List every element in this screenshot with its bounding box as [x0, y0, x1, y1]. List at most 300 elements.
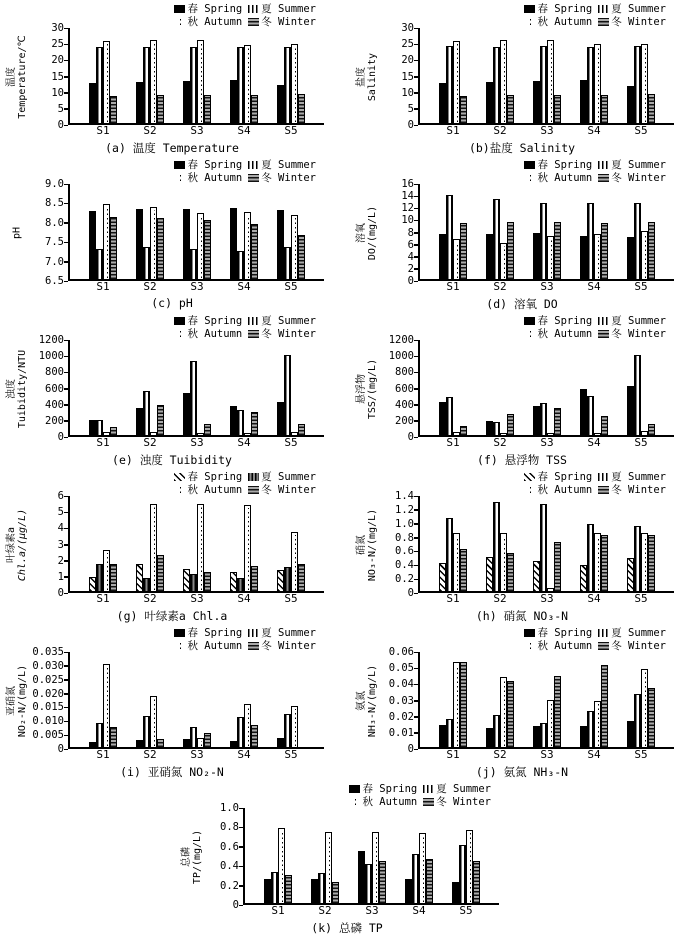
y-tick-labels: [382, 490, 418, 599]
x-tick-label: S1: [446, 124, 460, 137]
legend-swatch-icon: [174, 642, 185, 650]
bar: [446, 195, 453, 279]
subplot-caption: (b)盐度 Salinity: [468, 141, 576, 155]
category-group-S3: [533, 28, 561, 137]
y-axis-label-text: [356, 52, 378, 100]
category-group-S4: [580, 496, 608, 605]
legend-swatch-icon: [248, 473, 259, 481]
legend-label: 春 Spring: [362, 783, 418, 796]
legend-swatch-icon: [248, 18, 259, 26]
bar: [634, 46, 641, 123]
bar: [459, 845, 466, 903]
legend-item-dots: [174, 484, 242, 497]
bar: [298, 235, 305, 279]
plot-row: [352, 490, 674, 605]
y-tick-label: 8.0: [45, 216, 64, 229]
legend-label: 夏 Summer: [611, 471, 666, 484]
x-tick-label: S5: [284, 436, 298, 449]
bar: [136, 740, 143, 747]
legend-item-diag: [174, 471, 242, 484]
y-axis-label: [2, 340, 32, 437]
bar: [486, 82, 493, 123]
legend-swatch-icon: [598, 5, 609, 13]
bar: [533, 726, 540, 747]
bar: [110, 564, 117, 591]
y-tick-label: 4: [407, 250, 414, 263]
legend-item-hlines: [598, 484, 666, 497]
legend-swatch-icon: [598, 629, 609, 637]
bar: [197, 213, 204, 279]
bar: [204, 220, 211, 279]
bar: [291, 215, 298, 279]
y-tick-label: 0: [407, 119, 414, 131]
bar: [332, 882, 339, 903]
y-axis-label-cn: 溶氧: [356, 222, 367, 243]
bar: [358, 851, 365, 903]
legend-label: 夏 Summer: [611, 315, 666, 328]
legend-label: 秋 Autumn: [537, 639, 593, 652]
bar: [237, 251, 244, 280]
bar: [648, 424, 655, 435]
category-group-S4: [580, 652, 608, 761]
bar: [554, 222, 561, 279]
legend-item-vlines: [248, 159, 316, 172]
bar: [110, 217, 117, 279]
legend-swatch-icon: [524, 161, 535, 169]
bar: [493, 47, 500, 123]
x-tick-label: S2: [493, 280, 507, 293]
legend-item-vlines: [598, 315, 666, 328]
bar: [183, 569, 190, 591]
plot-area: [68, 340, 324, 449]
legend-swatch-icon: [174, 18, 185, 26]
category-group-S3: [183, 28, 211, 137]
bar: [244, 45, 251, 123]
bar: [96, 249, 103, 279]
bar: [601, 416, 608, 435]
bar: [197, 738, 204, 748]
category-group-S5: [277, 496, 305, 605]
bar: [460, 426, 467, 436]
category-group-S2: [486, 652, 514, 761]
y-tick-label: 0: [57, 587, 64, 599]
legend-item-hlines: [423, 796, 491, 809]
y-tick-label: 4: [57, 522, 64, 535]
x-tick-label: S2: [318, 904, 332, 917]
bar: [244, 212, 251, 279]
legend-item-solid: [174, 315, 242, 328]
x-tick-label: S4: [587, 592, 601, 605]
bar: [486, 557, 493, 591]
y-axis-label-cn: 硝氮: [356, 534, 367, 555]
legend-swatch-icon: [349, 785, 360, 793]
x-tick-label: S2: [493, 124, 507, 137]
bar: [143, 47, 150, 123]
bar: [251, 95, 258, 124]
legend-swatch-icon: [524, 5, 535, 13]
plot-row: [352, 646, 674, 761]
bar: [251, 224, 258, 279]
legend-item-dots: [174, 328, 242, 341]
subplot-caption: (f) 悬浮物 TSS: [477, 453, 567, 467]
bar: [298, 94, 305, 123]
bar: [648, 94, 655, 123]
y-tick-labels: [382, 178, 418, 287]
y-axis-label-cn: 盐度: [356, 66, 367, 87]
legend-item-vlines: [248, 315, 316, 328]
y-axis-label-en: Chl.a/(μg/L): [17, 508, 28, 581]
x-tick-label: S4: [237, 124, 251, 137]
y-tick-label: 0.8: [395, 531, 414, 544]
bar: [641, 44, 648, 123]
x-tick-label: S5: [284, 280, 298, 293]
bar: [439, 402, 446, 435]
x-tick-label: S3: [540, 748, 554, 761]
bar: [197, 504, 204, 591]
subplot-j: [350, 624, 700, 780]
legend-swatch-icon: [423, 798, 434, 806]
bar: [500, 533, 507, 591]
legend-swatch-icon: [598, 473, 609, 481]
plot-row: [2, 22, 324, 137]
legend-swatch-icon: [524, 629, 535, 637]
bar: [244, 433, 251, 435]
bar: [648, 222, 655, 279]
category-group-S4: [405, 808, 433, 917]
subplot-f: [350, 312, 700, 468]
legend-label: 冬 Winter: [436, 795, 491, 808]
bar: [627, 558, 634, 591]
bar: [204, 572, 211, 591]
bar: [507, 95, 514, 123]
bar: [291, 706, 298, 747]
y-tick-label: 0.025: [32, 673, 64, 686]
subplot-c: [0, 156, 350, 312]
bar: [103, 432, 110, 435]
y-tick-label: 0: [57, 431, 64, 443]
bar: [580, 389, 587, 435]
category-group-S1: [439, 28, 467, 137]
y-axis-label-en: TSS/(mg/L): [367, 358, 378, 419]
bar: [277, 402, 284, 435]
y-tick-label: 0.4: [395, 559, 414, 572]
legend-item-vlines: [598, 159, 666, 172]
legend-item-diag: [524, 471, 592, 484]
bar: [365, 864, 372, 903]
legend-label: 秋 Autumn: [537, 171, 593, 184]
legend-label: 秋 Autumn: [537, 327, 593, 340]
legend-label: 春 Spring: [187, 315, 243, 328]
legend-item-solid: [524, 159, 592, 172]
bar: [587, 396, 594, 435]
bar: [533, 406, 540, 435]
category-group-S5: [627, 496, 655, 605]
subplot-h: [350, 468, 700, 624]
bar: [230, 406, 237, 435]
bar: [190, 361, 197, 435]
legend-swatch-icon: [174, 486, 185, 494]
bar: [446, 719, 453, 748]
legend-swatch-icon: [174, 317, 185, 325]
bar: [587, 47, 594, 123]
bar: [486, 728, 493, 747]
plot-row: [352, 178, 674, 293]
legend-label: 秋 Autumn: [187, 15, 243, 28]
y-tick-labels: [32, 178, 68, 287]
bar: [439, 234, 446, 279]
bar: [507, 414, 514, 435]
y-tick-label: 12: [401, 202, 414, 215]
y-axis-label-text: [6, 349, 28, 427]
legend-swatch-icon: [524, 473, 535, 481]
subplot-caption: (g) 叶绿素a Chl.a: [116, 609, 228, 623]
plot-row: [2, 178, 324, 293]
subplot-caption: (a) 温度 Temperature: [105, 141, 239, 155]
legend-swatch-icon: [524, 174, 535, 182]
legend-item-hlines: [248, 640, 316, 653]
y-axis-label-cn: 总磷: [181, 846, 192, 867]
bar: [547, 700, 554, 748]
legend-item-hlines: [248, 16, 316, 29]
legend-label: 冬 Winter: [261, 327, 316, 340]
bar: [190, 727, 197, 747]
subplot-caption: (c) pH: [151, 296, 193, 310]
y-tick-label: 15: [51, 70, 64, 83]
bar: [493, 502, 500, 591]
bar: [500, 433, 507, 435]
x-tick-label: S2: [143, 436, 157, 449]
bar: [634, 203, 641, 279]
subplot-k: [175, 780, 525, 936]
bar: [540, 46, 547, 123]
bar: [580, 726, 587, 747]
x-tick-label: S3: [190, 592, 204, 605]
bar: [453, 432, 460, 435]
bar: [500, 40, 507, 123]
bar: [452, 882, 459, 903]
y-tick-label: 0: [407, 587, 414, 599]
bar: [251, 566, 258, 591]
legend-swatch-icon: [248, 5, 259, 13]
bar: [204, 424, 211, 435]
y-tick-label: 25: [401, 38, 414, 51]
bar: [277, 738, 284, 748]
x-tick-label: S1: [446, 592, 460, 605]
bar: [110, 727, 117, 747]
bar: [601, 535, 608, 591]
bar: [540, 504, 547, 591]
subplot-e: [0, 312, 350, 468]
y-axis-label: [352, 28, 382, 125]
legend-item-solid: [174, 159, 242, 172]
category-group-S4: [230, 652, 258, 761]
bar: [554, 676, 561, 747]
bar: [318, 873, 325, 903]
bar: [271, 872, 278, 903]
y-axis-label: [352, 184, 382, 281]
x-tick-label: S3: [365, 904, 379, 917]
legend-label: 冬 Winter: [261, 639, 316, 652]
y-tick-label: 800: [395, 366, 414, 379]
legend-label: 春 Spring: [537, 159, 593, 172]
bar: [500, 243, 507, 279]
x-tick-label: S4: [237, 592, 251, 605]
legend-label: 冬 Winter: [611, 15, 666, 28]
bar: [540, 203, 547, 279]
category-group-S5: [627, 184, 655, 293]
y-tick-label: 10: [401, 86, 414, 99]
bar: [143, 578, 150, 591]
bar: [277, 570, 284, 591]
bar: [230, 80, 237, 123]
category-group-S1: [439, 652, 467, 761]
y-axis-label: [352, 496, 382, 593]
y-axis-label-en: pH: [11, 226, 23, 239]
bar: [311, 879, 318, 903]
y-tick-label: 10: [51, 86, 64, 99]
y-tick-label: 1: [57, 570, 64, 583]
legend-item-dots: [349, 796, 417, 809]
category-group-S5: [277, 184, 305, 293]
y-axis-label: [2, 652, 32, 749]
bar: [110, 427, 117, 435]
bar: [580, 565, 587, 591]
x-tick-label: S3: [540, 592, 554, 605]
y-tick-label: 7.0: [45, 255, 64, 268]
bar: [594, 44, 601, 123]
x-tick-label: S3: [190, 436, 204, 449]
bar: [150, 504, 157, 591]
category-group-S2: [136, 340, 164, 449]
y-axis-label-text: [181, 829, 203, 883]
legend-label: 夏 Summer: [261, 315, 316, 328]
bar: [110, 96, 117, 123]
category-group-S1: [439, 184, 467, 293]
bar: [453, 533, 460, 591]
y-tick-labels: [32, 646, 68, 755]
legend-label: 冬 Winter: [261, 171, 316, 184]
bar: [96, 564, 103, 591]
plot-area: [243, 808, 499, 917]
legend-swatch-icon: [524, 330, 535, 338]
bar: [601, 95, 608, 124]
category-group-S2: [486, 28, 514, 137]
plot-area: [68, 496, 324, 605]
category-group-S5: [627, 652, 655, 761]
legend-item-dots: [524, 640, 592, 653]
y-tick-label: 0.01: [388, 726, 414, 739]
category-group-S2: [136, 28, 164, 137]
legend-item-hlines: [598, 640, 666, 653]
y-tick-label: 0.8: [220, 821, 239, 834]
x-tick-label: S3: [540, 124, 554, 137]
legend-label: 秋 Autumn: [187, 639, 243, 652]
category-group-S2: [311, 808, 339, 917]
bar: [446, 518, 453, 591]
category-group-S1: [89, 340, 117, 449]
bar: [197, 433, 204, 435]
bar: [183, 209, 190, 279]
y-tick-label: 600: [395, 382, 414, 395]
category-group-S1: [89, 28, 117, 137]
x-tick-label: S3: [540, 280, 554, 293]
bar: [627, 721, 634, 747]
bar: [136, 82, 143, 123]
legend-label: 冬 Winter: [611, 327, 666, 340]
category-group-S3: [183, 652, 211, 761]
x-tick-label: S3: [540, 436, 554, 449]
y-tick-label: 200: [45, 414, 64, 427]
bar: [251, 725, 258, 747]
bar: [540, 723, 547, 747]
legend-label: 夏 Summer: [261, 3, 316, 16]
x-tick-label: S5: [634, 748, 648, 761]
y-tick-label: 400: [45, 398, 64, 411]
bar: [601, 665, 608, 747]
bar: [244, 505, 251, 591]
y-tick-label: 0.6: [220, 840, 239, 853]
bar: [150, 40, 157, 123]
plot-row: [352, 22, 674, 137]
legend-swatch-icon: [598, 642, 609, 650]
bar: [285, 875, 292, 904]
legend-label: 冬 Winter: [261, 15, 316, 28]
x-tick-label: S1: [446, 280, 460, 293]
x-tick-label: S4: [412, 904, 426, 917]
subplot-a: [0, 0, 350, 156]
legend-item-vlines: [248, 3, 316, 16]
legend-swatch-icon: [248, 486, 259, 494]
y-tick-label: 6.5: [45, 275, 64, 287]
plot-area: [68, 184, 324, 293]
legend-swatch-icon: [349, 798, 360, 806]
bar: [325, 832, 332, 903]
legend-swatch-icon: [524, 317, 535, 325]
subplot-caption: (d) 溶氧 DO: [486, 297, 558, 311]
legend-item-solid: [524, 627, 592, 640]
legend-label: 冬 Winter: [261, 483, 316, 496]
bar: [634, 526, 641, 591]
legend-item-dots: [524, 16, 592, 29]
bar: [641, 431, 648, 435]
y-axis-label-en: Temperature/℃: [17, 34, 28, 119]
y-tick-label: 0.2: [395, 573, 414, 586]
subplot-d: [350, 156, 700, 312]
bar: [230, 572, 237, 591]
bar: [453, 239, 460, 279]
legend-swatch-icon: [524, 486, 535, 494]
y-tick-label: 30: [401, 22, 414, 34]
y-axis-label-cn: 温度: [6, 66, 17, 87]
bar: [641, 533, 648, 591]
legend-swatch-icon: [598, 174, 609, 182]
bar: [103, 550, 110, 591]
y-axis-label-text: [12, 226, 23, 238]
legend-item-hlines: [598, 16, 666, 29]
bar: [594, 234, 601, 279]
category-group-S2: [486, 340, 514, 449]
legend-label: 秋 Autumn: [362, 795, 418, 808]
legend-item-vlines: [598, 471, 666, 484]
legend-item-dots: [524, 484, 592, 497]
bar: [103, 204, 110, 279]
legend-item-vlines: [598, 3, 666, 16]
bar: [580, 236, 587, 279]
y-axis-label-text: [6, 35, 28, 118]
bar: [594, 701, 601, 747]
category-group-S5: [277, 340, 305, 449]
plot-row: [352, 334, 674, 449]
